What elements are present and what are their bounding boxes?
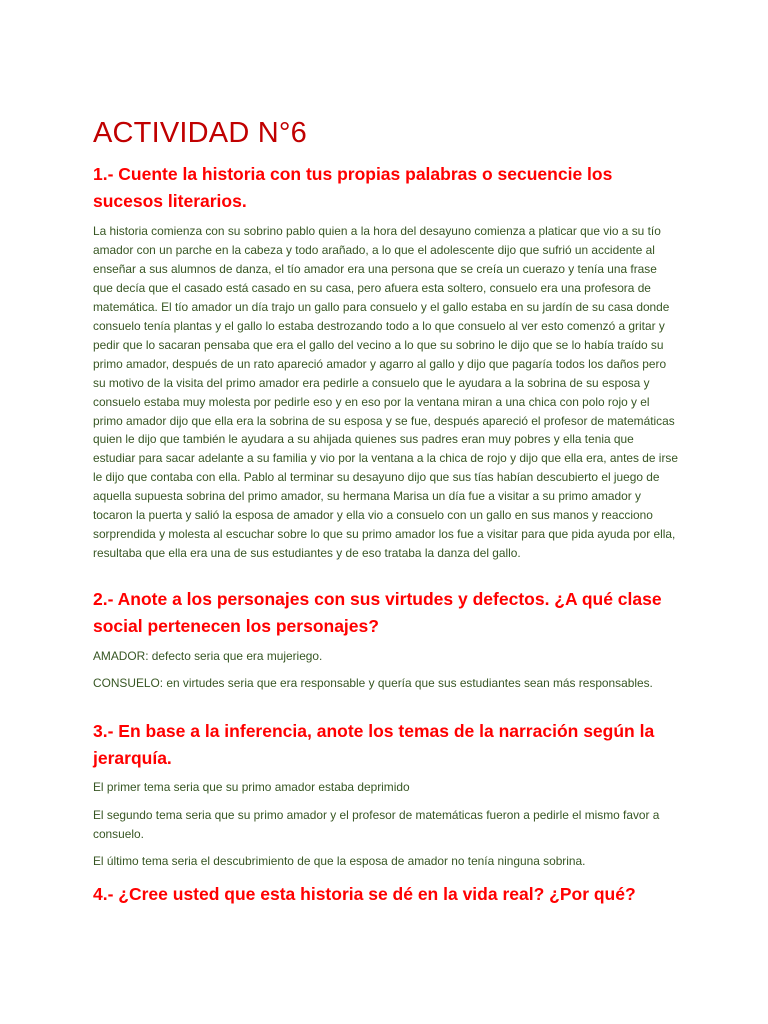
question-1-heading: 1.- Cuente la historia con tus propias palabras o secuencie los sucesos literarios.	[93, 164, 613, 211]
question-2-heading: 2.- Anote a los personajes con sus virtudes y defectos. ¿A qué clase social pertenecen los personajes?	[93, 589, 662, 636]
question-1-answer: La historia comienza con su sobrino pablo quien a la hora del desayuno comienza a platicar que vio a su tío amador con un parche en la cabeza y todo arañado, a lo que el adolescente dijo que sufrió un accidente al enseñar a sus alumnos de danza, el tío amador era una persona que se creía un cuerazo y tenía una frase que decía que el casado está casado en su casa, pero afuera esta soltero, consuelo era una profesora de matemática. El tío amador un día trajo un gallo para consuelo y el gallo estaba en su jardín de su casa donde consuelo tenía plantas y el gallo lo estaba destrozando todo a lo que consuelo al ver esto comenzó a gritar y pedir que lo sacaran pensaba que era el gallo del vecino a lo que su sobrino le dijo que se lo había traído su primo amador, después de un rato apareció amador y agarro al gallo y dijo que pagaría todos los daños pero su motivo de la visita del primo amador era pedirle a consuelo que le ayudara a la sobrina de su esposa y consuelo estaba muy molesta por pedirle eso y en eso por la ventana miran a una chica con polo rojo y el primo amador dijo que ella era la sobrina de su esposa y se fue, después apareció el profesor de matemáticas quien le dijo que también le ayudara a su ahijada quienes sus padres eran muy pobres y ella tenia que estudiar para sacar adelante a su familia y vio por la ventana a la chica de rojo y dijo que ella era, antes de irse le dijo que contaba con ella. Pablo al terminar su desayuno dijo que sus tías habían descubierto el juego de aquella supuesta sobrina del primo amador, su hermana Marisa un día fue a visitar a su primo amador y tocaron la puerta y salió la esposa de amador y ella vio a consuelo con un gallo en sus manos y reacciono sorprendida y molesta al escuchar sobre lo que su primo amador los fue a visitar para que pida ayuda por ella, resultaba que ella era una de sus estudiantes y de eso trataba la danza del gallo.	[93, 224, 678, 561]
question-3-heading: 3.- En base a la inferencia, anote los temas de la narración según la jerarquía.	[93, 721, 655, 768]
document-title: ACTIVIDAD N°6	[93, 117, 308, 149]
question-3-answer-last-theme: El último tema seria el descubrimiento de que la esposa de amador no tenía ninguna sobrina.	[93, 854, 586, 868]
question-3-answer-first-theme: El primer tema seria que su primo amador estaba deprimido	[93, 780, 410, 794]
question-2-answer-amador: AMADOR: defecto seria que era mujeriego.	[93, 649, 323, 663]
question-2-answer-consuelo: CONSUELO: en virtudes seria que era responsable y quería que sus estudiantes sean más responsables.	[93, 676, 653, 690]
question-3-answer-second-theme: El segundo tema seria que su primo amador y el profesor de matemáticas fueron a pedirle el mismo favor a consuelo.	[93, 808, 660, 841]
question-4-heading: 4.- ¿Cree usted que esta historia se dé en la vida real? ¿Por qué?	[93, 884, 636, 904]
